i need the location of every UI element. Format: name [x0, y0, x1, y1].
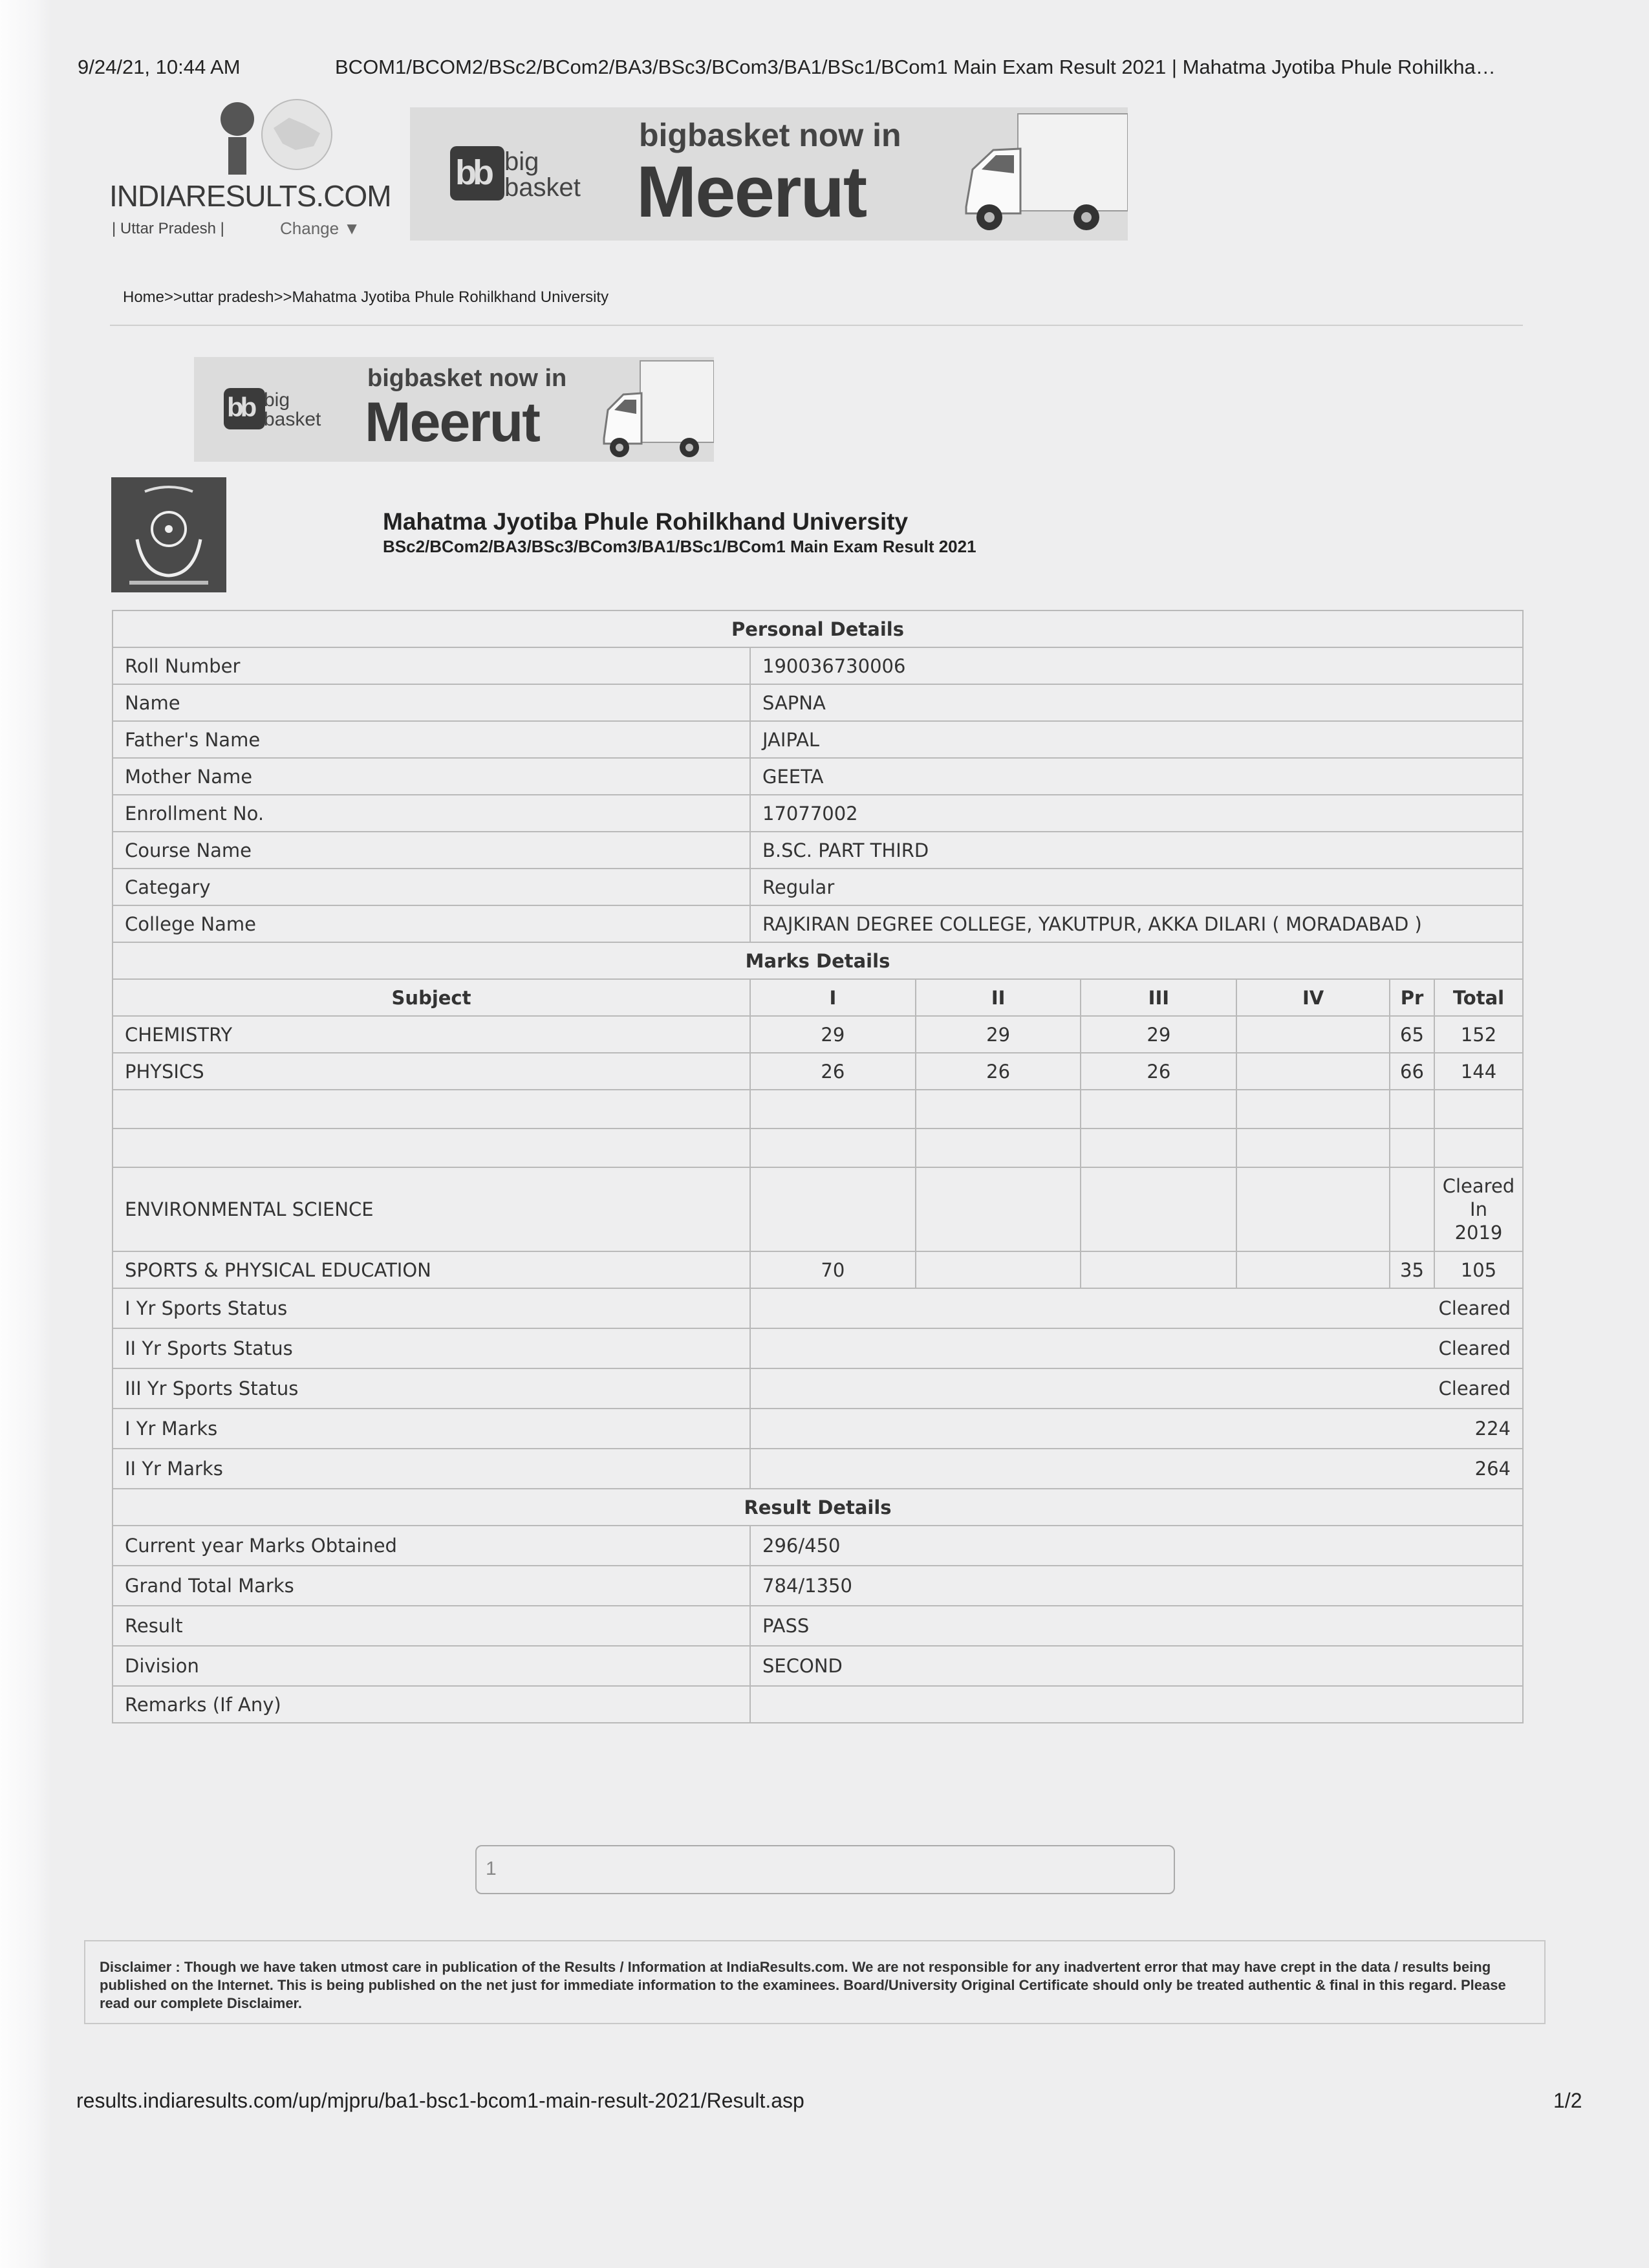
status-value: Cleared [750, 1328, 1523, 1368]
mark-iv [1236, 1053, 1390, 1090]
result-table [112, 610, 1524, 1723]
field-label: Father's Name [113, 721, 750, 758]
field-label: Categary [113, 869, 750, 905]
table-row [113, 795, 1523, 832]
bb-word-big: big [264, 389, 290, 411]
scan-edge [0, 0, 52, 2268]
university-seal-icon [111, 477, 226, 592]
marks-details-heading: Marks Details [113, 942, 1523, 979]
status-label: II Yr Sports Status [113, 1328, 750, 1368]
col-header-iv: IV [1236, 979, 1390, 1016]
field-label: College Name [113, 905, 750, 942]
field-label: Name [113, 684, 750, 721]
breadcrumb-sep: >> [274, 288, 292, 306]
breadcrumb-university[interactable]: Mahatma Jyotiba Phule Rohilkhand University [292, 288, 609, 306]
site-logo[interactable] [107, 97, 391, 246]
table-row [113, 832, 1523, 869]
section-header-marks [113, 942, 1523, 979]
page-number-input[interactable] [475, 1845, 1175, 1894]
field-value: B.SC. PART THIRD [750, 832, 1523, 869]
banner-headline: bigbasket now in [367, 365, 567, 392]
mark-iv [1236, 1016, 1390, 1053]
subject-row [113, 1053, 1523, 1090]
banner-city: Meerut [365, 391, 539, 453]
result-label: Grand Total Marks [113, 1566, 750, 1606]
result-value [750, 1686, 1523, 1723]
mark-iii: 26 [1081, 1053, 1236, 1090]
marks-column-header-row [113, 979, 1523, 1016]
bigbasket-wordmark [264, 391, 321, 429]
env-total-line: 2019 [1454, 1222, 1503, 1244]
status-label: I Yr Marks [113, 1409, 750, 1449]
result-label: Division [113, 1646, 750, 1686]
breadcrumb [123, 288, 609, 307]
bb-word-big: big [504, 147, 539, 176]
mark-pr: 66 [1390, 1053, 1434, 1090]
delivery-van-icon [595, 358, 714, 462]
col-header-i: I [750, 979, 916, 1016]
table-row [113, 721, 1523, 758]
col-header-iii: III [1081, 979, 1236, 1016]
field-value: SAPNA [750, 684, 1523, 721]
print-page-number: 1/2 [1553, 2089, 1582, 2112]
result-value: SECOND [750, 1646, 1523, 1686]
field-label: Roll Number [113, 647, 750, 684]
bigbasket-logo-icon [224, 388, 265, 429]
mark-i: 70 [750, 1251, 916, 1288]
table-row [113, 1686, 1523, 1723]
status-row [113, 1288, 1523, 1328]
table-row [113, 905, 1523, 942]
print-page-title: BCOM1/BCOM2/BSc2/BCom2/BA3/BSc3/BCom3/BA1/BSc1/BCom1 Main Exam Result 2021 | Mahatma Jyotiba Phule Rohilkha… [335, 56, 1496, 78]
change-state-link[interactable]: Change ▼ [280, 219, 361, 238]
field-value: 17077002 [750, 795, 1523, 832]
result-label: Current year Marks Obtained [113, 1526, 750, 1566]
subject-name: ENVIRONMENTAL SCIENCE [113, 1167, 750, 1251]
banner-ad-second[interactable] [194, 357, 714, 462]
bigbasket-wordmark [504, 149, 581, 200]
env-total-line: Cleared [1442, 1175, 1515, 1197]
table-row [113, 1566, 1523, 1606]
mark-i: 26 [750, 1053, 916, 1090]
banner-city: Meerut [636, 151, 867, 232]
status-label: II Yr Marks [113, 1449, 750, 1489]
banner-ad-top[interactable] [410, 107, 1128, 241]
bb-logo-mark: bb [455, 153, 490, 192]
result-value: 296/450 [750, 1526, 1523, 1566]
bb-word-basket: basket [264, 409, 321, 430]
subject-row-sports [113, 1251, 1523, 1288]
env-total [1434, 1167, 1523, 1251]
table-row [113, 1526, 1523, 1566]
site-brand: INDIARESULTS.COM [109, 179, 391, 213]
bb-word-basket: basket [504, 173, 581, 202]
mark-ii: 26 [916, 1053, 1081, 1090]
col-header-pr: Pr [1390, 979, 1434, 1016]
table-row [113, 1606, 1523, 1646]
breadcrumb-sep: >> [164, 288, 183, 306]
section-header-personal [113, 610, 1523, 647]
university-name: Mahatma Jyotiba Phule Rohilkhand University [383, 508, 909, 535]
bb-logo-mark: bb [227, 392, 254, 422]
status-label: I Yr Sports Status [113, 1288, 750, 1328]
page-number-value: 1 [486, 1858, 497, 1879]
banner-headline: bigbasket now in [639, 117, 901, 153]
breadcrumb-state[interactable]: uttar pradesh [182, 288, 274, 306]
field-value: Regular [750, 869, 1523, 905]
section-header-result [113, 1489, 1523, 1526]
disclaimer: Disclaimer : Though we have taken utmost care in publication of the Results / Information at IndiaResults.com. We are not responsible for any inadvertent error that may have crept in the data / results being published on the Internet. This is being published on the net just for immediate information to the examinees. Board/University Original Certificate should only be treated authentic & final in this regard. Please read our complete Disclaimer. [84, 1940, 1546, 2024]
status-row [113, 1368, 1523, 1409]
col-header-total: Total [1434, 979, 1523, 1016]
result-value: PASS [750, 1606, 1523, 1646]
field-label: Enrollment No. [113, 795, 750, 832]
table-row [113, 1646, 1523, 1686]
status-row [113, 1449, 1523, 1489]
mark-i: 29 [750, 1016, 916, 1053]
mark-pr: 35 [1390, 1251, 1434, 1288]
exam-title: BSc2/BCom2/BA3/BSc3/BCom3/BA1/BSc1/BCom1 Main Exam Result 2021 [383, 537, 976, 556]
table-row [113, 647, 1523, 684]
personal-details-heading: Personal Details [113, 610, 1523, 647]
result-label: Result [113, 1606, 750, 1646]
field-value: 190036730006 [750, 647, 1523, 684]
subject-row [113, 1016, 1523, 1053]
subject-row-env [113, 1167, 1523, 1251]
mark-total: 144 [1434, 1053, 1523, 1090]
field-label: Mother Name [113, 758, 750, 795]
table-row [113, 758, 1523, 795]
state-label: | Uttar Pradesh | [112, 220, 224, 237]
status-value: Cleared [750, 1368, 1523, 1409]
field-label: Course Name [113, 832, 750, 869]
subject-name: CHEMISTRY [113, 1016, 750, 1053]
result-details-heading: Result Details [113, 1489, 1523, 1526]
table-row [113, 869, 1523, 905]
empty-row [113, 1129, 1523, 1167]
field-value: JAIPAL [750, 721, 1523, 758]
result-value: 784/1350 [750, 1566, 1523, 1606]
mark-total: 105 [1434, 1251, 1523, 1288]
uttar-pradesh-map-icon [261, 98, 338, 176]
subject-name: SPORTS & PHYSICAL EDUCATION [113, 1251, 750, 1288]
table-row [113, 684, 1523, 721]
col-header-ii: II [916, 979, 1081, 1016]
bigbasket-logo-icon [450, 146, 504, 200]
print-url: results.indiaresults.com/up/mjpru/ba1-bsc1-bcom1-main-result-2021/Result.asp [76, 2089, 804, 2112]
empty-row [113, 1090, 1523, 1129]
mark-total: 152 [1434, 1016, 1523, 1053]
field-value: RAJKIRAN DEGREE COLLEGE, YAKUTPUR, AKKA DILARI ( MORADABAD ) [750, 905, 1523, 942]
status-value: Cleared [750, 1288, 1523, 1328]
result-label: Remarks (If Any) [113, 1686, 750, 1723]
status-value: 224 [750, 1409, 1523, 1449]
env-total-line: In [1470, 1198, 1487, 1220]
status-value: 264 [750, 1449, 1523, 1489]
breadcrumb-home[interactable]: Home [123, 288, 165, 306]
divider [110, 325, 1523, 326]
delivery-van-icon [953, 110, 1128, 239]
status-row [113, 1409, 1523, 1449]
mark-ii: 29 [916, 1016, 1081, 1053]
subject-name: PHYSICS [113, 1053, 750, 1090]
mark-pr: 65 [1390, 1016, 1434, 1053]
status-row [113, 1328, 1523, 1368]
field-value: GEETA [750, 758, 1523, 795]
col-header-subject: Subject [113, 979, 750, 1016]
mark-iii: 29 [1081, 1016, 1236, 1053]
status-label: III Yr Sports Status [113, 1368, 750, 1409]
print-datetime: 9/24/21, 10:44 AM [78, 56, 241, 78]
